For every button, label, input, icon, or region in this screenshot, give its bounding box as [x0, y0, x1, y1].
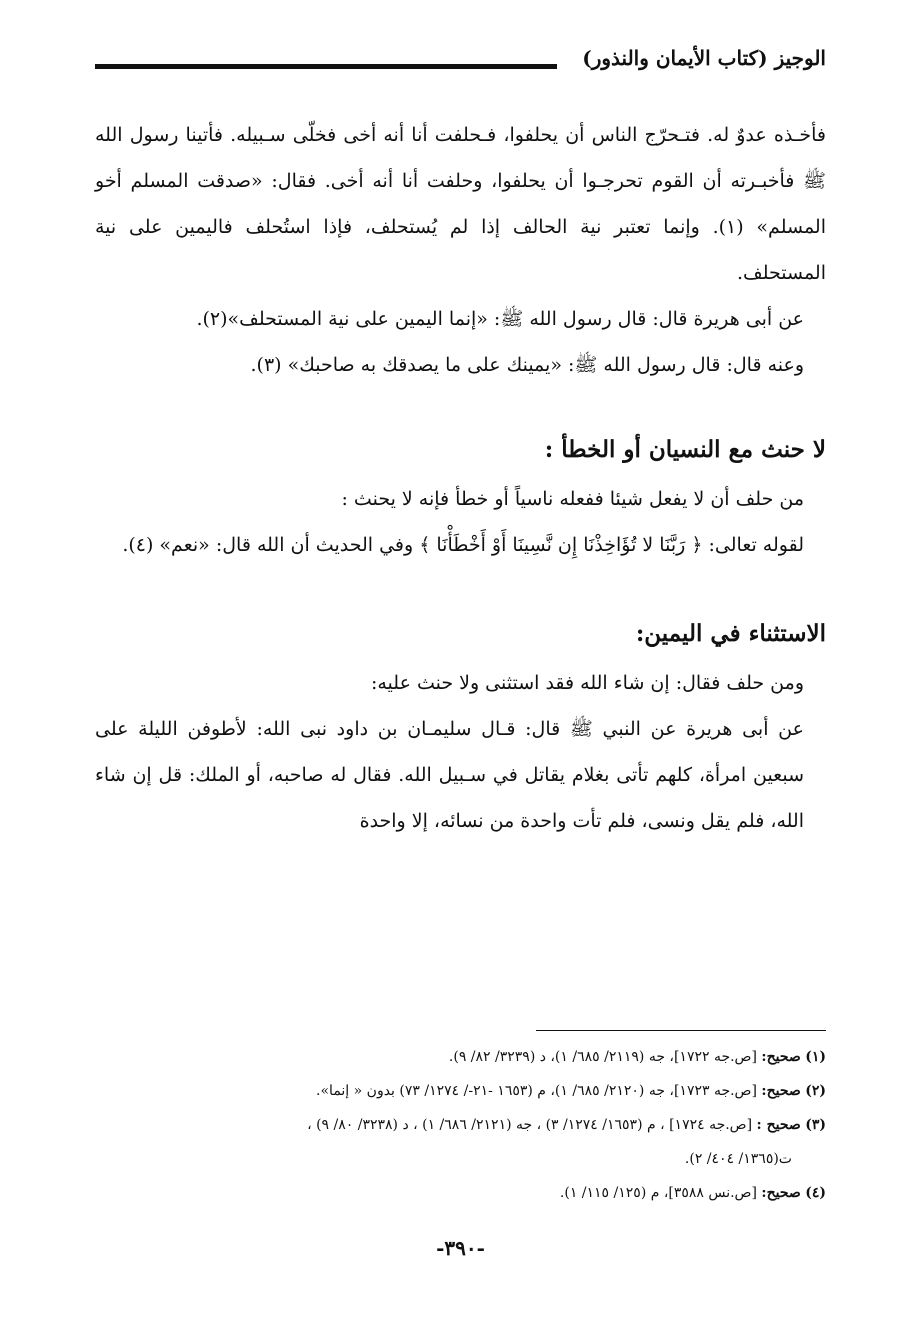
- footnote-number: (٤): [805, 1185, 826, 1201]
- footnote-grade: صحيح:: [761, 1185, 801, 1201]
- footnote-1: [95, 1040, 826, 1074]
- hadith-paragraph-2: وعنه قال: قال رسول الله ﷺ: «يمينك على ما يصدقك به صاحبك» (٣).: [250, 354, 804, 376]
- sulayman-hadith-paragraph: عن أبى هريرة عن النبي ﷺ قال: قـال سليمـان بن داود نبى الله: لأطوفن الليلة على سبعين امرأة، كلهم تأتى بغلام يقاتل في سـبيل الله. فقال له صاحبه، أو الملك: قل إن شاء الله، فلم يقل ونسى، فلم تأت واحدة من نسائه، إلا واحدة: [95, 718, 804, 832]
- footnote-separator: [536, 1030, 826, 1031]
- exception-ruling-paragraph: ومن حلف فقال: إن شاء الله فقد استثنى ولا حنث عليه:: [370, 672, 804, 694]
- ruling-paragraph: من حلف أن لا يفعل شيئا ففعله ناسياً أو خطأ فإنه لا يحنث :: [341, 488, 804, 510]
- footnote-number: (٣): [805, 1117, 826, 1133]
- footnote-3-continuation: ت(١٣٦٥/ ٤٠٤/ ٢).: [684, 1151, 792, 1167]
- footnote-grade: صحيح:: [761, 1083, 801, 1099]
- footnotes: [95, 1040, 826, 1210]
- main-text: [95, 112, 826, 844]
- running-header: [95, 40, 826, 80]
- page-number: -٣٩٠-: [436, 1236, 485, 1260]
- footnote-4: [95, 1176, 826, 1210]
- footnote-number: (١): [805, 1049, 826, 1065]
- footnote-grade: صحيح :: [756, 1117, 801, 1133]
- footnote-grade: صحيح:: [761, 1049, 801, 1065]
- running-header-title: الوجيز (كتاب الأيمان والنذور): [582, 46, 826, 70]
- section-gap: [95, 388, 826, 424]
- paragraph-continuation: فأخـذه عدوٌ له. فتـحرّج الناس أن يحلفوا، فـحلفت أنا أنه أخى فخلّى سـبيله. فأتينا رسول الله ﷺ فأخبـرته أن القوم تحرجـوا أن يحلفوا، وحلفت أنا أنه أخى. فقال: «صدقت المسلم أخو المسلم» (١). وإنما تعتبر نية الحالف إذا لم يُستحلف، فإذا استُحلف فاليمين على نية المستحلف.: [95, 124, 826, 284]
- section-heading-exception: الاستثناء في اليمين:: [635, 620, 826, 647]
- hadith-paragraph-1: عن أبى هريرة قال: قال رسول الله ﷺ: «إنما اليمين على نية المستحلف»(٢).: [196, 308, 804, 330]
- footnote-text: [ص.جه ١٧٢٢]، جه (٢١١٩/ ٦٨٥/ ١)، د (٣٢٣٩/ ٨٢/ ٩).: [448, 1049, 757, 1065]
- header-rule: [95, 64, 557, 69]
- footnote-number: (٢): [805, 1083, 826, 1099]
- section-heading-forgetfulness: لا حنث مع النسيان أو الخطأ :: [544, 436, 826, 463]
- footnote-3: [95, 1108, 826, 1142]
- footnote-text: [ص.جه ١٧٢٤] ، م (١٦٥٣/ ١٢٧٤/ ٣) ، جه (٢١٢١/ ٦٨٦/ ١) ، د (٣٢٣٨/ ٨٠/ ٩) ،: [307, 1117, 753, 1133]
- footnote-text: [ص.جه ١٧٢٣]، جه (٢١٢٠/ ٦٨٥/ ١)، م (١٦٥٣ -٢١-/ ١٢٧٤/ ٧٣) بدون « إنما».: [316, 1083, 757, 1099]
- section-gap: [95, 568, 826, 608]
- footnote-2: [95, 1074, 826, 1108]
- evidence-paragraph: لقوله تعالى: ﴿ رَبَّنَا لا تُؤَاخِذْنَا إِن نَّسِينَا أَوْ أَخْطَأْنَا ﴾ وفي الحديث أن الله قال: «نعم» (٤).: [122, 534, 804, 556]
- footnote-text: [ص.نس ٣٥٨٨]، م (١٢٥/ ١١٥/ ١).: [559, 1185, 757, 1201]
